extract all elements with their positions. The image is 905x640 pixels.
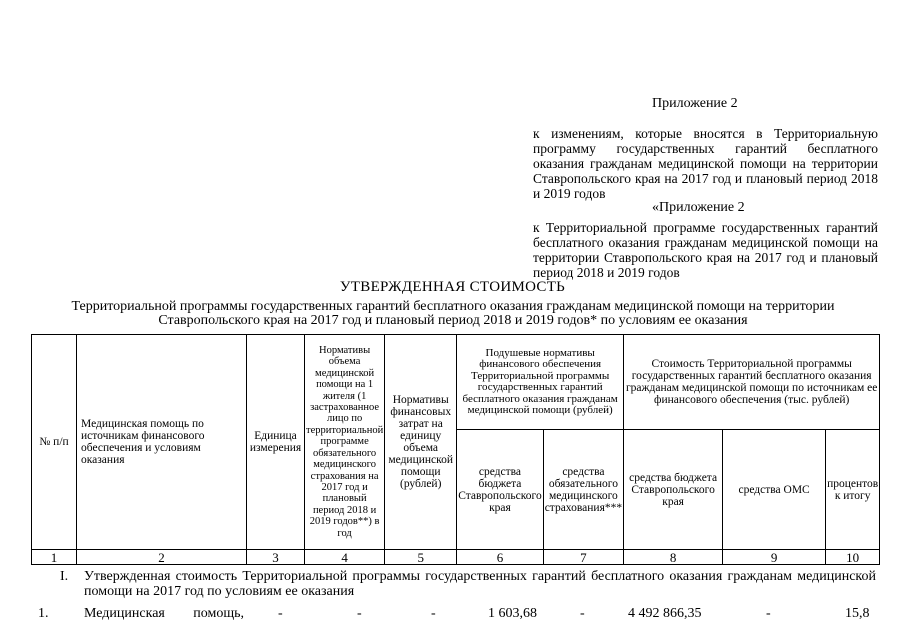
header-program-cost: Стоимость Территориальной программы государственных гарантий бесплатного оказания гражданам медицинской помощи по источникам ее финансового обеспечения (тыс. рублей) bbox=[624, 335, 880, 430]
header-per-capita-budget: средства бюджета Ставропольского края bbox=[457, 430, 543, 550]
column-number: 8 bbox=[624, 550, 723, 565]
row-percent: 15,8 bbox=[845, 606, 870, 621]
header-cost-percent: процентов к итогу bbox=[826, 430, 880, 550]
row-label: Медицинская помощь, bbox=[84, 606, 244, 621]
row-unit: - bbox=[278, 606, 283, 621]
header-volume-norms: Нормативы объема медицинской помощи на 1 жителя (1 застрахованное лицо по территориальной программе обязательного медицинского страхования на 2017 год и плановый период 2018 и 2019 годов**) в год bbox=[305, 335, 385, 550]
column-number: 7 bbox=[543, 550, 623, 565]
row-number: 1. bbox=[38, 606, 49, 621]
row-cost: - bbox=[431, 606, 436, 621]
column-number: 6 bbox=[457, 550, 543, 565]
header-cost-oms: средства ОМС bbox=[723, 430, 826, 550]
row-per-capita-budget: 1 603,68 bbox=[488, 606, 537, 621]
column-number: 9 bbox=[723, 550, 826, 565]
column-number: 10 bbox=[826, 550, 880, 565]
header-per-capita-norms: Подушевые нормативы финансового обеспечения Территориальной программы государственных гарантий бесплатного оказания гражданам медицинской помощи (рублей) bbox=[457, 335, 624, 430]
cost-table bbox=[31, 334, 880, 565]
column-number: 1 bbox=[32, 550, 77, 565]
document-heading: УТВЕРЖДЕННАЯ СТОИМОСТЬ bbox=[339, 279, 566, 295]
header-number: № п/п bbox=[32, 335, 77, 550]
header-per-capita-oms: средства обязательного медицинского страхования*** bbox=[543, 430, 623, 550]
header-unit: Единица измерения bbox=[247, 335, 305, 550]
column-number: 3 bbox=[247, 550, 305, 565]
appendix-text-2: к Территориальной программе государственных гарантий бесплатного оказания гражданам медицинской помощи на территории Ставропольского края на 2017 год и плановый период 2018 и 2019 годов bbox=[533, 220, 878, 280]
appendix-title: Приложение 2 bbox=[652, 96, 738, 111]
row-per-capita-oms: - bbox=[580, 606, 585, 621]
column-number: 5 bbox=[385, 550, 457, 565]
header-medical-care: Медицинская помощь по источникам финансового обеспечения и условиям оказания bbox=[77, 335, 247, 550]
column-number: 4 bbox=[305, 550, 385, 565]
section-title: Утвержденная стоимость Территориальной программы государственных гарантий бесплатного оказания гражданам медицинской помощи на 2017 год по условиям ее оказания bbox=[84, 569, 876, 599]
section-number: I. bbox=[60, 569, 69, 584]
appendix-title-2: «Приложение 2 bbox=[652, 200, 745, 215]
row-cost-budget: 4 492 866,35 bbox=[628, 606, 702, 621]
appendix-text: к изменениям, которые вносятся в Территориальную программу государственных гарантий бесплатного оказания гражданам медицинской помощи на территории Ставропольского края на 2017 год и плановый период 2018 и 2019 годов bbox=[533, 126, 878, 201]
row-volume: - bbox=[357, 606, 362, 621]
row-cost-oms: - bbox=[766, 606, 771, 621]
header-cost-norms: Нормативы финансовых затрат на единицу объема медицинской помощи (рублей) bbox=[385, 335, 457, 550]
column-number: 2 bbox=[77, 550, 247, 565]
header-cost-budget: средства бюджета Ставропольского края bbox=[624, 430, 723, 550]
document-subheading: Территориальной программы государственных гарантий бесплатного оказания гражданам медицинской помощи на территории Ставропольского края на 2017 год и плановый период 2018 и 2019 годов* по условиям ее оказания bbox=[71, 299, 835, 328]
